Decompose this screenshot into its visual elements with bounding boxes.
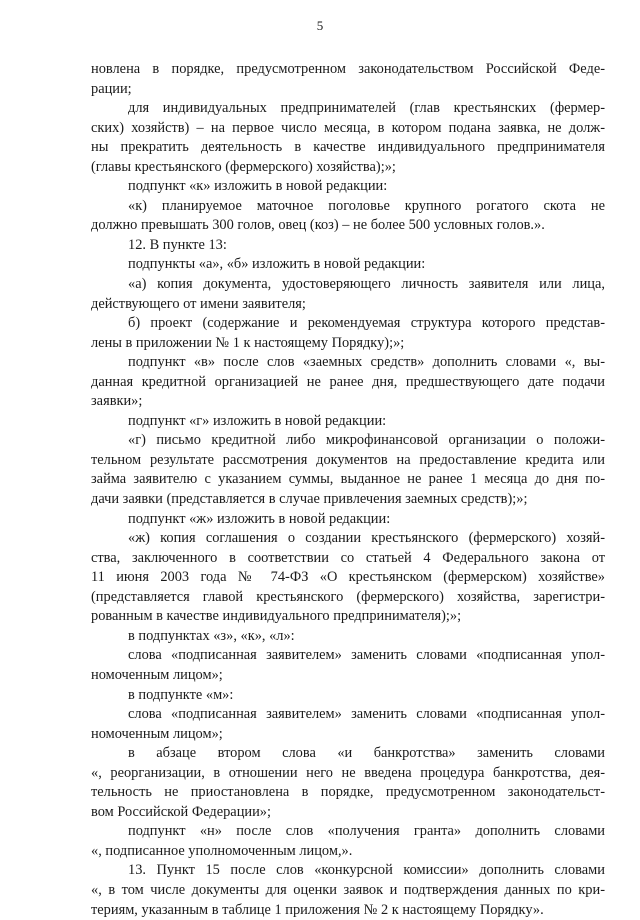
text-line: лены в приложении № 1 к настоящему Порядку);»; bbox=[91, 334, 405, 351]
text-line: подпункт «н» после слов «получения гранта» дополнить словами bbox=[128, 823, 605, 840]
text-line: заявки»; bbox=[91, 393, 143, 410]
text-line: териям, указанным в таблице 1 приложения № 2 к настоящему Порядку». bbox=[91, 901, 544, 918]
text-line: в подпункте «м»: bbox=[128, 686, 234, 703]
text-line: «к) планируемое маточное поголовье крупного рогатого скота не bbox=[128, 197, 605, 214]
text-line: ства, заключенного в соответствии со статьей 4 Федерального закона от bbox=[91, 549, 605, 566]
text-line: дачи заявки (представляется в случае привлечения заемных средств);»; bbox=[91, 491, 528, 508]
text-line: «, в том числе документы для оценки заявок и подтверждения данных по кри- bbox=[91, 881, 605, 898]
text-line: действующего от имени заявителя; bbox=[91, 295, 306, 312]
text-line: данная кредитной организацией не ранее дня, предшествующего дате подачи bbox=[91, 373, 605, 390]
text-line: 11 июня 2003 года № 74-ФЗ «О крестьянском (фермерском) хозяйстве» bbox=[91, 569, 605, 586]
text-line: займа заявителю с указанием суммы, выданное не ранее 1 месяца до дня по- bbox=[91, 471, 605, 488]
text-line: рации; bbox=[91, 80, 132, 97]
text-line: «г) письмо кредитной либо микрофинансовой организации о положи- bbox=[128, 432, 605, 449]
text-line: подпункт «в» после слов «заемных средств» дополнить словами «, вы- bbox=[128, 354, 605, 371]
text-line: подпункт «к» изложить в новой редакции: bbox=[128, 178, 388, 195]
text-line: 13. Пункт 15 после слов «конкурсной комиссии» дополнить словами bbox=[128, 862, 605, 879]
text-line: (представляется главой крестьянского (фермерского) хозяйства, зарегистри- bbox=[91, 588, 605, 605]
document-body bbox=[91, 60, 605, 920]
text-line: 12. В пункте 13: bbox=[128, 236, 227, 253]
text-line: в абзаце втором слова «и банкротства» заменить словами bbox=[128, 745, 605, 762]
text-line: вом Российской Федерации»; bbox=[91, 803, 271, 820]
text-line: в подпунктах «з», «к», «л»: bbox=[128, 627, 295, 644]
text-line: слова «подписанная заявителем» заменить словами «подписанная упол- bbox=[128, 647, 605, 664]
text-line: ны прекратить деятельность в качестве индивидуального предпринимателя bbox=[91, 139, 605, 156]
text-line: «, подписанное уполномоченным лицом,». bbox=[91, 842, 353, 859]
text-line: тельность не приостановлена в порядке, предусмотренном законодательст- bbox=[91, 784, 605, 801]
text-line: рованным в качестве индивидуального предпринимателя);»; bbox=[91, 608, 462, 625]
text-line: подпункты «а», «б» изложить в новой редакции: bbox=[128, 256, 426, 273]
page-number: 5 bbox=[316, 18, 324, 33]
text-line: «, реорганизации, в отношении него не введена процедура банкротства, дея- bbox=[91, 764, 605, 781]
text-line: подпункт «г» изложить в новой редакции: bbox=[128, 412, 387, 429]
text-line: номоченным лицом»; bbox=[91, 666, 223, 683]
text-line: для индивидуальных предпринимателей (глав крестьянских (фермер- bbox=[128, 100, 605, 117]
text-line: б) проект (содержание и рекомендуемая структура которого представ- bbox=[128, 315, 605, 332]
text-line: «ж) копия соглашения о создании крестьянского (фермерского) хозяй- bbox=[128, 530, 605, 547]
text-line: ских) хозяйств) – на первое число месяца, в котором подана заявка, не долж- bbox=[91, 119, 605, 136]
text-line: «а) копия документа, удостоверяющего личность заявителя или лица, bbox=[128, 276, 605, 293]
text-line: новлена в порядке, предусмотренном законодательством Российской Феде- bbox=[91, 61, 605, 77]
text-line: должно превышать 300 голов, овец (коз) – не более 500 условных голов.». bbox=[91, 217, 545, 234]
text-line: номоченным лицом»; bbox=[91, 725, 223, 742]
text-line: подпункт «ж» изложить в новой редакции: bbox=[128, 510, 391, 527]
text-line: тельном результате рассмотрения документов на предоставление кредита или bbox=[91, 451, 605, 468]
text-line: (главы крестьянского (фермерского) хозяйства);»; bbox=[91, 158, 396, 175]
text-line: слова «подписанная заявителем» заменить словами «подписанная упол- bbox=[128, 706, 605, 723]
